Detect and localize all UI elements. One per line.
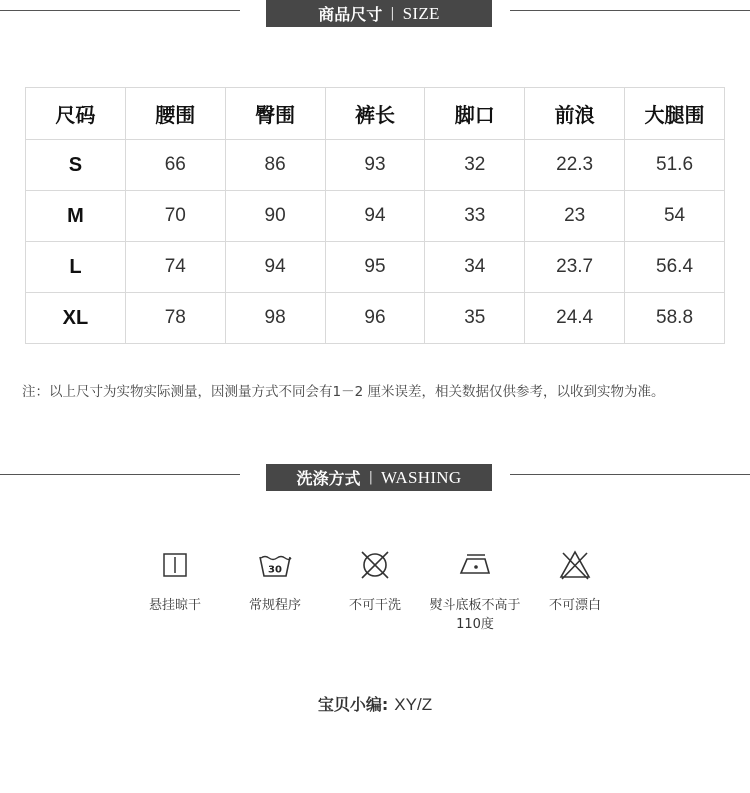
- wash-label: 悬挂晾干: [148, 598, 201, 613]
- cell-waist: 74: [125, 242, 225, 293]
- title-divider: |: [368, 470, 373, 485]
- wash-label: 熨斗底板不高于110度: [429, 598, 521, 632]
- header-line-left: [0, 474, 240, 475]
- editor-value: XY/Z: [394, 695, 433, 714]
- size-section-header: [0, 0, 750, 30]
- header-line-right: [510, 474, 750, 475]
- cell-size: M: [26, 191, 126, 242]
- cell-front-rise: 23: [525, 191, 625, 242]
- table-row: [26, 191, 725, 242]
- header-waist: 腰围: [125, 88, 225, 140]
- cell-thigh: 54: [625, 191, 725, 242]
- cell-size: XL: [26, 293, 126, 344]
- cell-length: 94: [325, 191, 425, 242]
- wash-title-cn: 洗涤方式: [296, 469, 361, 488]
- table-row: [26, 293, 725, 344]
- cell-leg-opening: 34: [425, 242, 525, 293]
- cell-leg-opening: 33: [425, 191, 525, 242]
- cell-hip: 98: [225, 293, 325, 344]
- cell-waist: 66: [125, 140, 225, 191]
- wash-item-no-dry-clean: [325, 548, 425, 615]
- title-divider: |: [390, 6, 395, 21]
- wash-temp-text: 30: [268, 564, 282, 576]
- cell-hip: 94: [225, 242, 325, 293]
- cell-waist: 70: [125, 191, 225, 242]
- wash-section-header: [0, 464, 750, 494]
- cell-length: 96: [325, 293, 425, 344]
- size-title-badge: [266, 0, 492, 27]
- size-title-cn: 商品尺寸: [318, 5, 383, 24]
- cell-hip: 90: [225, 191, 325, 242]
- measurement-note: 注：以上尺寸为实物实际测量，因测量方式不同会有1－2 厘米误差，相关数据仅供参考，以收到实物为准。: [22, 384, 665, 400]
- cell-size: L: [26, 242, 126, 293]
- cell-length: 93: [325, 140, 425, 191]
- header-size: 尺码: [26, 88, 126, 140]
- no-dry-clean-icon: [358, 548, 392, 582]
- wash-item-hang-dry: [125, 548, 225, 615]
- no-bleach-icon: [558, 548, 592, 582]
- header-hip: 臀围: [225, 88, 325, 140]
- header-leg-opening: 脚口: [425, 88, 525, 140]
- cell-front-rise: 22.3: [525, 140, 625, 191]
- cell-leg-opening: 32: [425, 140, 525, 191]
- size-table-header-row: [26, 88, 725, 140]
- cell-leg-opening: 35: [425, 293, 525, 344]
- header-length: 裤长: [325, 88, 425, 140]
- editor-credit: [0, 692, 750, 715]
- iron-low-icon: [458, 548, 492, 582]
- cell-front-rise: 24.4: [525, 293, 625, 344]
- cell-length: 95: [325, 242, 425, 293]
- hang-dry-icon: [158, 548, 192, 582]
- table-row: [26, 242, 725, 293]
- wash-label: 常规程序: [248, 598, 301, 613]
- cell-front-rise: 23.7: [525, 242, 625, 293]
- wash-item-iron: [425, 548, 525, 634]
- size-table: [25, 87, 725, 344]
- cell-thigh: 56.4: [625, 242, 725, 293]
- header-line-left: [0, 10, 240, 11]
- wash-30-icon: [258, 548, 292, 582]
- wash-item-no-bleach: [525, 548, 625, 615]
- wash-label: 不可干洗: [348, 598, 401, 613]
- wash-title-en: WASHING: [380, 467, 462, 487]
- cell-thigh: 58.8: [625, 293, 725, 344]
- header-front-rise: 前浪: [525, 88, 625, 140]
- wash-title-badge: [266, 464, 492, 491]
- wash-item-normal-wash: [225, 548, 325, 615]
- cell-waist: 78: [125, 293, 225, 344]
- wash-label: 不可漂白: [548, 598, 601, 613]
- cell-thigh: 51.6: [625, 140, 725, 191]
- wash-care-list: [125, 548, 625, 638]
- editor-label: 宝贝小编:: [317, 695, 389, 714]
- table-row: [26, 140, 725, 191]
- cell-size: S: [26, 140, 126, 191]
- header-thigh: 大腿围: [625, 88, 725, 140]
- cell-hip: 86: [225, 140, 325, 191]
- size-title-en: SIZE: [402, 3, 440, 23]
- header-line-right: [510, 10, 750, 11]
